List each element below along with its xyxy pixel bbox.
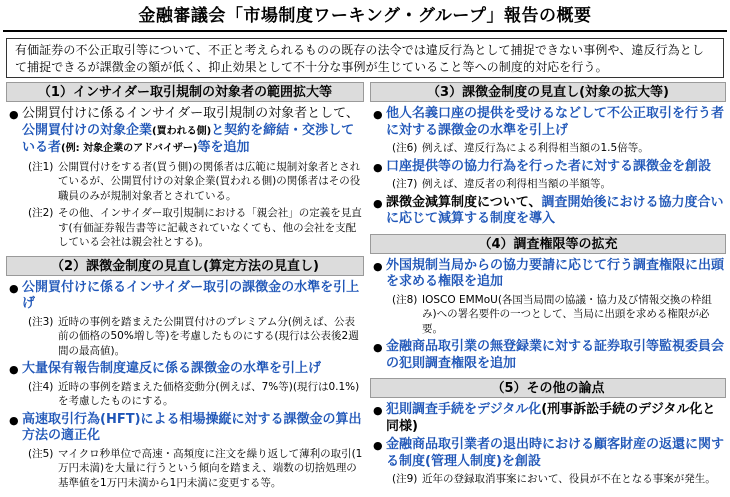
bullet-icon: ● <box>9 413 19 427</box>
title-divider <box>3 30 727 32</box>
note-9: (注9) 近年の登録取消事案において、役員が不在となる事案が発生。 <box>392 473 716 485</box>
intro-box: 有価証券の不公正取引等について、不正と考えられるものの既存の法令では違反行為として捕捉できない事例や、違反行為として捕捉できるが課徴金の額が低く、抑止効果として不十分な事例が生じていること等への制度的対応を行う。 <box>6 38 724 78</box>
section-5-item-1: ● 犯則調査手続をデジタル化(刑事訴訟手続のデジタル化と同様) <box>373 402 716 434</box>
bullet-icon: ● <box>9 363 19 376</box>
section-3-item-2: ● 口座提供等の協力行為を行った者に対する課徴金を創設 <box>373 158 712 174</box>
note-8: (注8) IOSCO EMMoU(各国当局間の協議・協力及び情報交換の枠組み)への署名要件の一つとして、当局に出頭を求める権限が必要。 <box>392 293 712 335</box>
bullet-icon: ● <box>373 259 383 273</box>
right-column <box>370 82 726 490</box>
bullet-icon: ● <box>9 281 19 295</box>
section-4-item-1: ● 外国規制当局からの協力要請に応じて行う調査権限に出頭を求める権限を追加 <box>373 257 725 289</box>
section-1-header: （1）インサイダー取引規制の対象者の範囲拡大等 <box>6 82 364 102</box>
section-5-header: （5）その他の論点 <box>370 378 726 398</box>
note-7: (注7) 例えば、違反者の利得相当額の半額等。 <box>392 178 611 190</box>
note-1: (注1) 公開買付けをする者(買う側)の関係者は広範に規制対象者とされているが、公開買付けの対象企業(買われる側)の関係者はその役職員のみが規制対象者とされている。 <box>28 160 361 202</box>
section-3-item-1: ● 他人名義口座の提供を受けるなどして不公正取引を行う者に対する課徴金の水準を引上げ <box>373 106 725 138</box>
bullet-icon: ● <box>373 341 383 354</box>
bullet-icon: ● <box>373 196 383 210</box>
section-2-item-1: ● 公開買付けに係るインサイダー取引の課徴金の水準を引上げ <box>9 279 360 311</box>
section-2-header: （2）課徴金制度の見直し(算定方法の見直し) <box>6 256 364 276</box>
section-3-header: （3）課徴金制度の見直し(対象の拡大等) <box>370 82 726 102</box>
left-column <box>6 82 364 493</box>
bullet-icon: ● <box>373 160 383 174</box>
bullet-icon: ● <box>373 439 383 452</box>
note-4: (注4) 近時の事例を踏まえた価格変動分(例えば、7%等)(現行は0.1%)を考慮したものにする。 <box>28 380 360 407</box>
section-1-item-1: ● 公開買付けに係るインサイダー取引規制の対象者として、公開買付けの対象企業(買われる側)と契約を締結・交渉している者(例: 対象企業のアドバイザー)等を追加 <box>9 106 359 155</box>
section-5-item-2: ● 金融商品取引業者の退出時における顧客財産の返還に関する制度(管理人制度)を創設 <box>373 437 725 469</box>
bullet-icon: ● <box>373 108 383 121</box>
section-4-header: （4）調査権限等の拡充 <box>370 234 726 254</box>
bullet-icon: ● <box>9 108 19 121</box>
note-2: (注2) その他、インサイダー取引規制における「親会社」の定義を見直す(有価証券報告書等に記載されていなくても、他の会社を支配している会社は親会社とする)。 <box>28 207 362 248</box>
bullet-icon: ● <box>373 404 383 417</box>
note-5: (注5) マイクロ秒単位で高速・高頻度に注文を繰り返して薄利の取引(1万円未満)を大量に行うという傾向を踏まえ、端数の切捨処理の基準値を1万円未満から1円未満に変更する等。 <box>28 447 363 489</box>
section-2-item-3: ● 高速取引行為(HFT)による相場操縦に対する課徴金の算出方法の適正化 <box>9 411 362 443</box>
section-4-item-2: ● 金融商品取引業の無登録業に対する証券取引等監視委員会の犯則調査権限を追加 <box>373 339 725 371</box>
page-title: 金融審議会「市場制度ワーキング・グループ」報告の概要 <box>138 6 592 26</box>
section-2-item-2: ● 大量保有報告制度違反に係る課徴金の水準を引上げ <box>9 361 322 376</box>
note-3: (注3) 近時の事例を踏まえた公開買付けのプレミアム分(例えば、公表前の価格の50%増し等)を考慮したものにする(現行は公表後2週間の最高値)。 <box>28 315 359 357</box>
section-3-item-3: ● 課徴金減算制度について、調査開始後における協力度合いに応じて減算する制度を導入 <box>373 194 724 226</box>
note-6: (注6) 例えば、違反行為による利得相当額の1.5倍等。 <box>392 142 649 154</box>
